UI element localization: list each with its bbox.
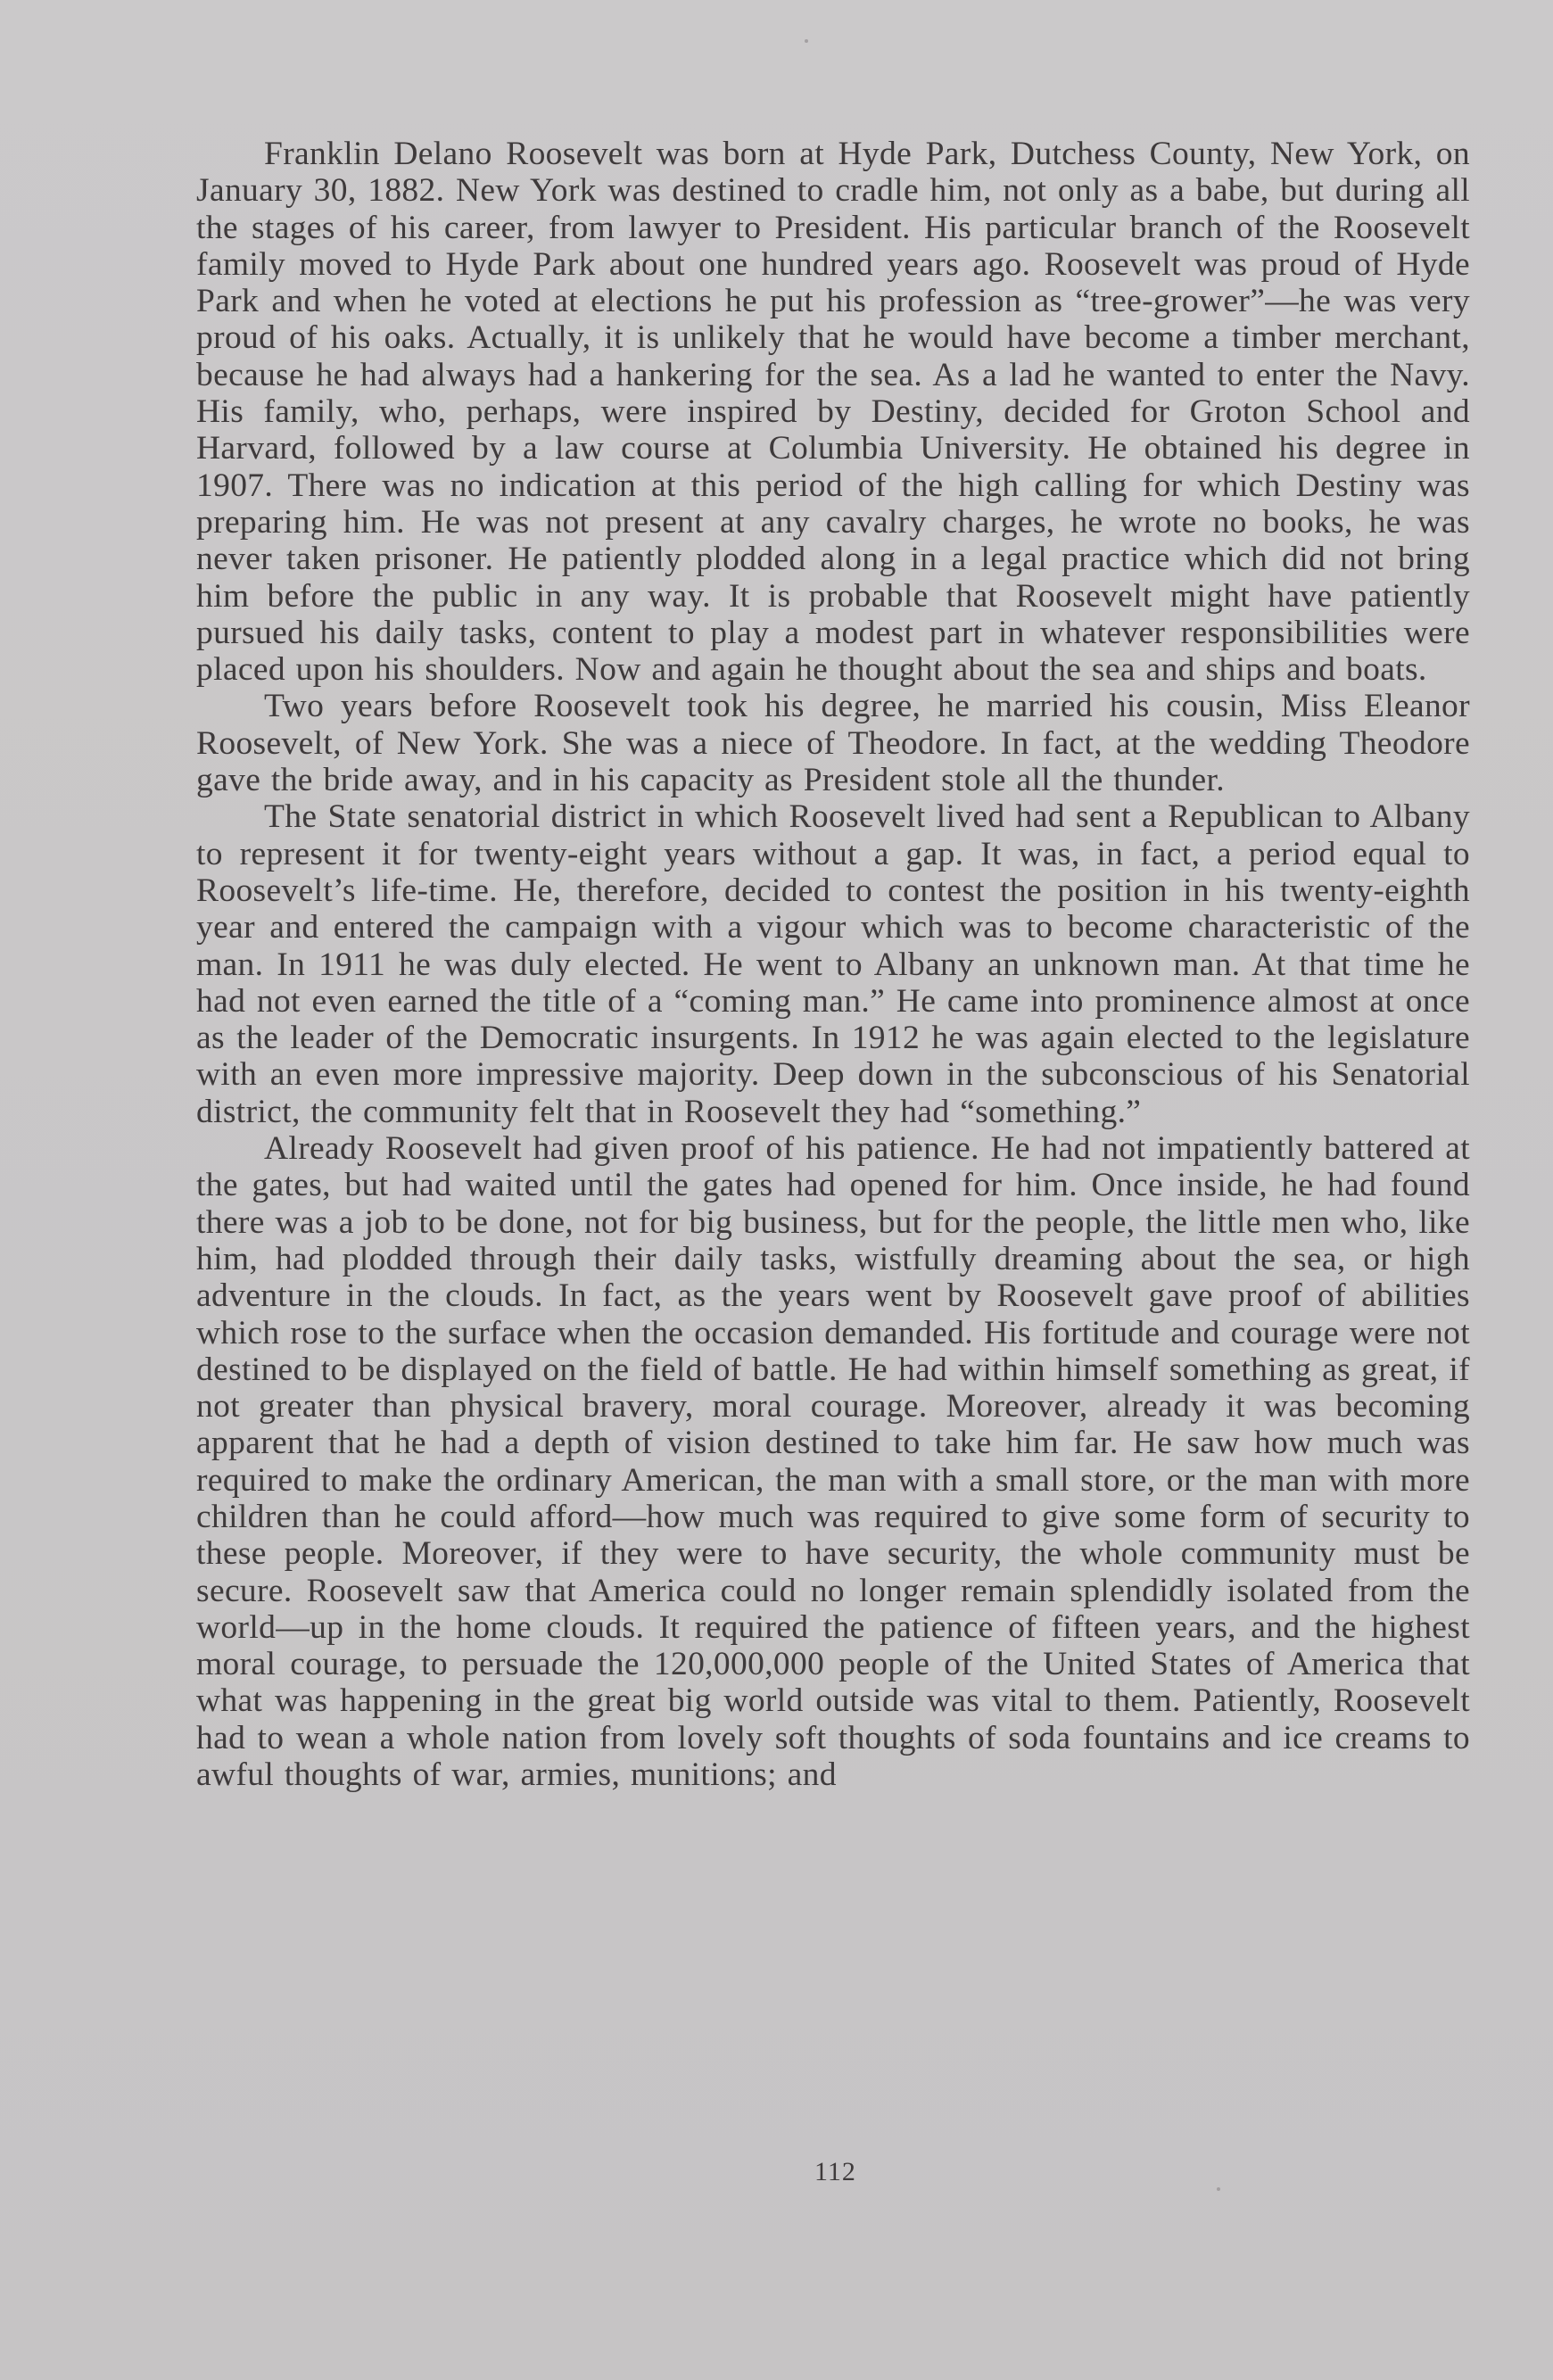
body-text	[196, 136, 1470, 1793]
paper-speck	[805, 39, 808, 43]
paragraph-3: The State senatorial district in which Roosevelt lived had sent a Republican to Albany to represent it for twenty-eight years without a gap. It was, in fact, a period equal to Roosevelt’s life-time. He, therefore, decided to contest the position in his twenty-eighth year and entered the campaign with a vigour which was to become characteristic of the man. In 1911 he was duly elected. He went to Albany an unknown man. At that time he had not even earned the title of a “coming man.” He came into prominence almost at once as the leader of the Democratic insurgents. In 1912 he was again elected to the legislature with an even more impressive majority. Deep down in the subconscious of his Senatorial district, the community felt that in Roosevelt they had “something.”	[196, 798, 1470, 1130]
paper-speck	[1217, 2187, 1220, 2191]
paragraph-2: Two years before Roosevelt took his degree, he married his cousin, Miss Eleanor Roosevelt, of New York. She was a niece of Theodore. In fact, at the wedding Theodore gave the bride away, and in his capacity as President stole all the thunder.	[196, 688, 1470, 799]
page-number: 112	[814, 2157, 856, 2186]
paragraph-4: Already Roosevelt had given proof of his patience. He had not impatiently battered at the gates, but had waited until the gates had opened for him. Once inside, he had found there was a job to be done, not for big business, but for the people, the little men who, like him, had plodded through their daily tasks, wistfully dreaming about the sea, or high adventure in the clouds. In fact, as the years went by Roosevelt gave proof of abilities which rose to the surface when the occasion demanded. His fortitude and courage were not destined to be displayed on the field of battle. He had within himself something as great, if not greater than physical bravery, moral courage. Moreover, already it was becoming apparent that he had a depth of vision destined to take him far. He saw how much was required to make the ordinary American, the man with a small store, or the man with more children than he could afford—how much was required to give some form of security to these people. Moreover, if they were to have security, the whole community must be secure. Roosevelt saw that America could no longer remain splendidly isolated from the world—up in the home clouds. It required the patience of fifteen years, and the highest moral courage, to persuade the 120,000,000 people of the United States of America that what was happening in the great big world outside was vital to them. Patiently, Roosevelt had to wean a whole nation from lovely soft thoughts of soda fountains and ice creams to awful thoughts of war, armies, munitions; and	[196, 1130, 1470, 1794]
paragraph-1: Franklin Delano Roosevelt was born at Hyde Park, Dutchess County, New York, on January 30, 1882. New York was destined to cradle him, not only as a babe, but during all the stages of his career, from lawyer to President. His particular branch of the Roosevelt family moved to Hyde Park about one hundred years ago. Roosevelt was proud of Hyde Park and when he voted at elections he put his profession as “tree-grower”—he was very proud of his oaks. Actually, it is unlikely that he would have become a timber merchant, because he had always had a hankering for the sea. As a lad he wanted to enter the Navy. His family, who, perhaps, were inspired by Destiny, decided for Groton School and Harvard, followed by a law course at Columbia University. He obtained his degree in 1907. There was no indication at this period of the high calling for which Destiny was preparing him. He was not present at any cavalry charges, he wrote no books, he was never taken prisoner. He patiently plodded along in a legal practice which did not bring him before the public in any way. It is probable that Roosevelt might have patiently pursued his daily tasks, content to play a modest part in whatever responsibilities were placed upon his shoulders. Now and again he thought about the sea and ships and boats.	[196, 136, 1470, 689]
